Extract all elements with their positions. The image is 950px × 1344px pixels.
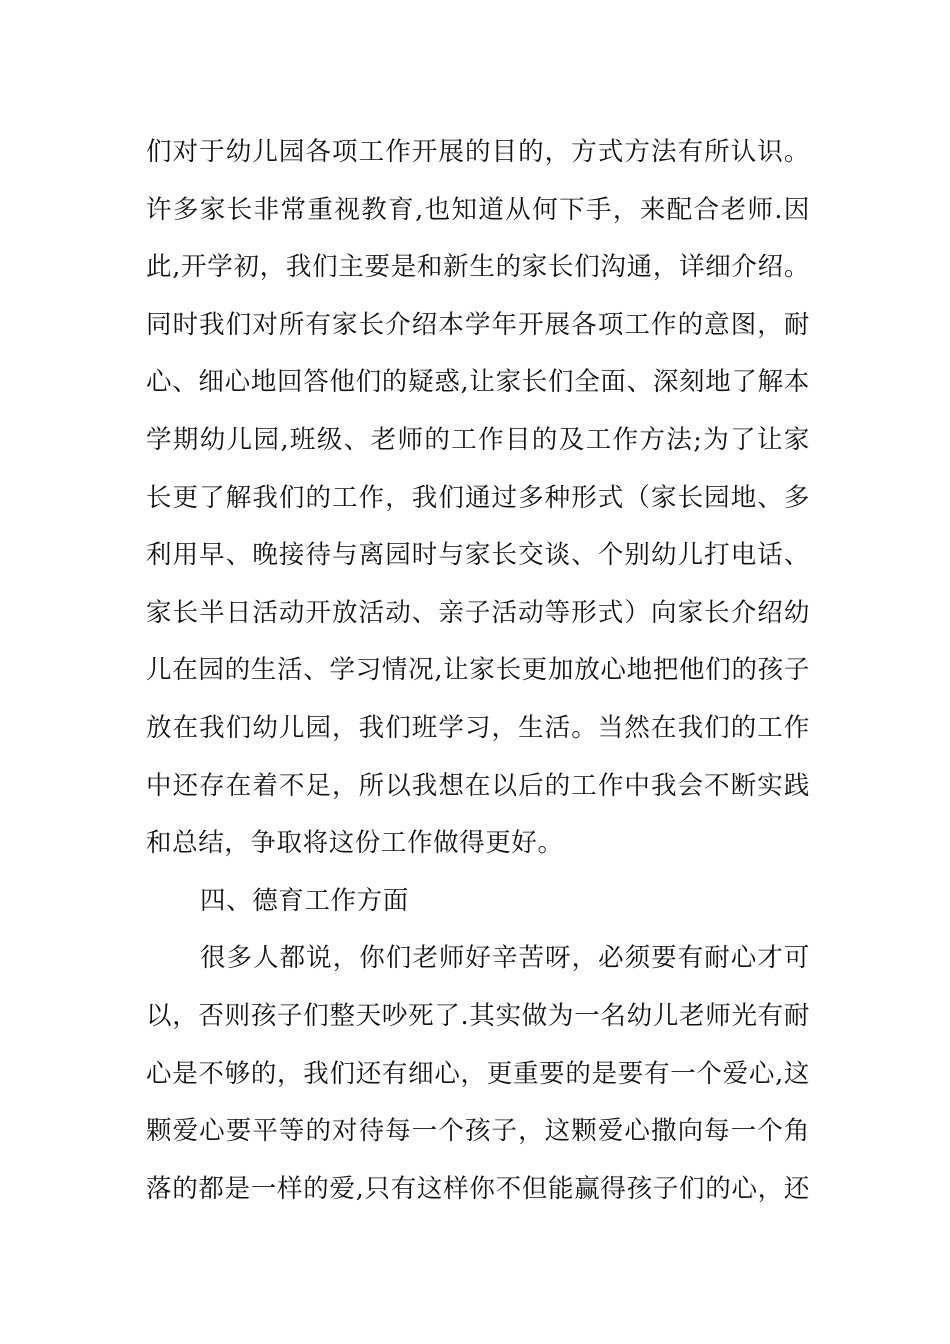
section-paragraph-line: 以，否则孩子们整天吵死了.其实做为一名幼儿老师光有耐	[146, 1000, 810, 1031]
paragraph-line: 长更了解我们的工作，我们通过多种形式（家长园地、多	[146, 482, 810, 513]
document-body	[146, 124, 810, 1218]
paragraph-line: 同时我们对所有家长介绍本学年开展各项工作的意图，耐	[146, 309, 810, 340]
paragraph-line: 许多家长非常重视教育,也知道从何下手，来配合老师.因	[146, 194, 810, 225]
section-paragraph-line: 很多人都说，你们老师好辛苦呀，必须要有耐心才可	[200, 943, 810, 974]
section-paragraph-line: 心是不够的，我们还有细心，更重要的是要有一个爱心,这	[146, 1058, 810, 1089]
paragraph-line: 心、细心地回答他们的疑惑,让家长们全面、深刻地了解本	[146, 367, 810, 398]
paragraph-line: 利用早、晚接待与离园时与家长交谈、个别幼儿打电话、	[146, 540, 810, 571]
paragraph-line: 学期幼儿园,班级、老师的工作目的及工作方法;为了让家	[146, 424, 810, 455]
section-paragraph-line: 颗爱心要平等的对待每一个孩子，这颗爱心撒向每一个角	[146, 1116, 810, 1147]
paragraph-line: 家长半日活动开放活动、亲子活动等形式）向家长介绍幼	[146, 597, 810, 628]
paragraph-line: 此,开学初，我们主要是和新生的家长们沟通，详细介绍。	[146, 252, 810, 283]
paragraph-line: 们对于幼儿园各项工作开展的目的，方式方法有所认识。	[146, 137, 810, 167]
paragraph-line: 儿在园的生活、学习情况,让家长更加放心地把他们的孩子	[146, 655, 810, 686]
section-paragraph-line: 落的都是一样的爱,只有这样你不但能赢得孩子们的心，还	[146, 1173, 810, 1204]
paragraph-line: 中还存在着不足，所以我想在以后的工作中我会不断实践	[146, 770, 810, 801]
paragraph-line: 和总结，争取将这份工作做得更好。	[146, 828, 564, 859]
paragraph-line: 放在我们幼儿园，我们班学习，生活。当然在我们的工作	[146, 712, 810, 743]
section-heading: 四、德育工作方面	[200, 885, 409, 916]
